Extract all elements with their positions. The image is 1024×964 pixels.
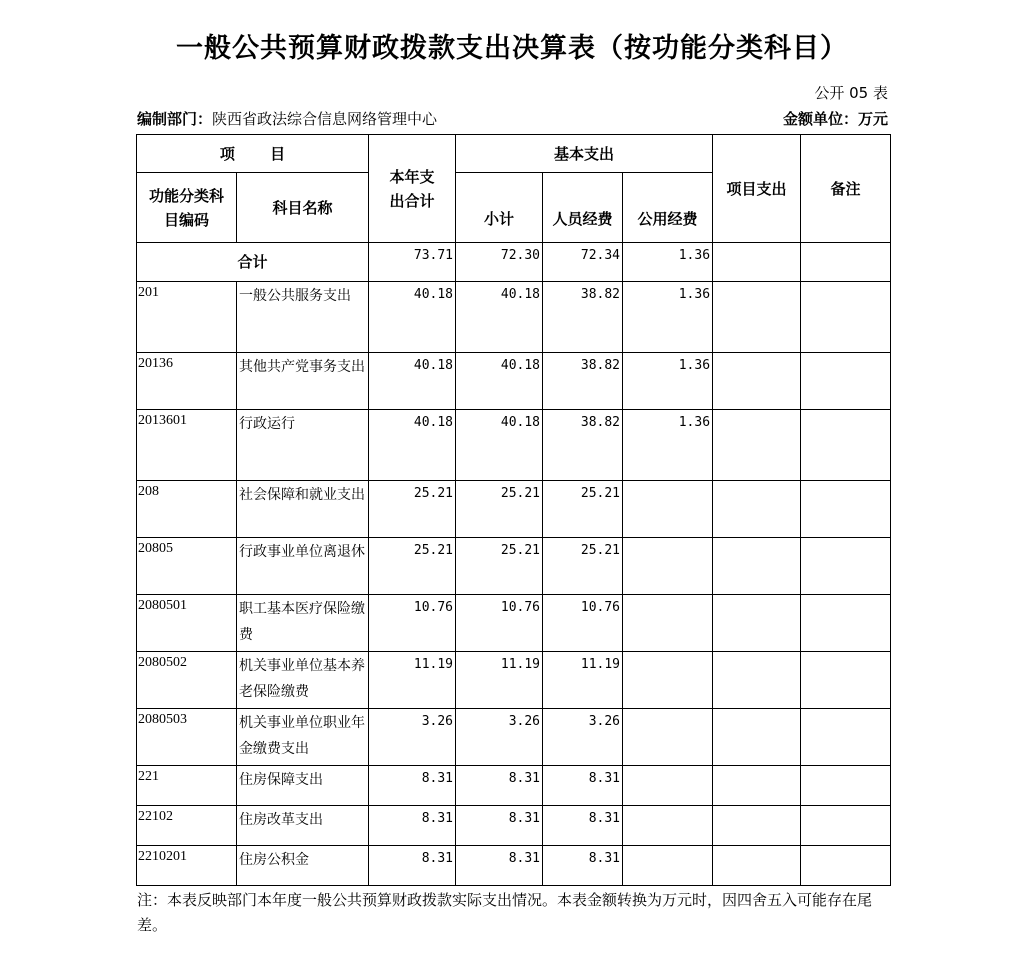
row-project xyxy=(713,595,801,652)
page-title: 一般公共预算财政拨款支出决算表（按功能分类科目） xyxy=(176,33,848,64)
row-personnel: 8.31 xyxy=(543,766,623,806)
row-remark xyxy=(801,538,891,595)
row-year-total: 10.76 xyxy=(369,595,456,652)
header-remark: 备注 xyxy=(801,135,891,243)
table-row xyxy=(137,846,891,886)
row-code: 22102 xyxy=(137,806,237,846)
row-subtotal: 8.31 xyxy=(456,806,543,846)
row-public xyxy=(623,481,713,538)
row-subtotal: 25.21 xyxy=(456,481,543,538)
header-item: 项 目 xyxy=(137,135,369,173)
row-name: 一般公共服务支出 xyxy=(237,282,369,353)
table-row xyxy=(137,538,891,595)
row-project xyxy=(713,709,801,766)
row-year-total: 40.18 xyxy=(369,410,456,481)
header-basic: 基本支出 xyxy=(456,135,713,173)
row-remark xyxy=(801,806,891,846)
row-public: 1.36 xyxy=(623,410,713,481)
row-project xyxy=(713,481,801,538)
row-public xyxy=(623,538,713,595)
row-subtotal: 25.21 xyxy=(456,538,543,595)
row-name: 职工基本医疗保险缴费 xyxy=(237,595,369,652)
table-row xyxy=(137,353,891,410)
row-code: 20136 xyxy=(137,353,237,410)
form-number: 公开 05 表 xyxy=(814,84,888,102)
row-personnel: 38.82 xyxy=(543,353,623,410)
row-year-total: 25.21 xyxy=(369,538,456,595)
row-code: 2080501 xyxy=(137,595,237,652)
row-public xyxy=(623,709,713,766)
row-project xyxy=(713,652,801,709)
row-code: 2013601 xyxy=(137,410,237,481)
row-public xyxy=(623,652,713,709)
row-personnel: 38.82 xyxy=(543,410,623,481)
row-name: 行政事业单位离退休 xyxy=(237,538,369,595)
row-year-total: 40.18 xyxy=(369,282,456,353)
table-row xyxy=(137,282,891,353)
row-year-total: 3.26 xyxy=(369,709,456,766)
row-project xyxy=(713,766,801,806)
row-public: 1.36 xyxy=(623,353,713,410)
row-subtotal: 40.18 xyxy=(456,282,543,353)
row-subtotal: 8.31 xyxy=(456,766,543,806)
row-name: 住房保障支出 xyxy=(237,766,369,806)
row-code: 2080502 xyxy=(137,652,237,709)
row-remark xyxy=(801,410,891,481)
total-personnel: 72.34 xyxy=(543,243,623,282)
row-name: 其他共产党事务支出 xyxy=(237,353,369,410)
row-name: 社会保障和就业支出 xyxy=(237,481,369,538)
row-personnel: 8.31 xyxy=(543,846,623,886)
header-name: 科目名称 xyxy=(237,173,369,243)
row-project xyxy=(713,410,801,481)
table-row xyxy=(137,806,891,846)
row-year-total: 8.31 xyxy=(369,846,456,886)
total-public: 1.36 xyxy=(623,243,713,282)
row-public xyxy=(623,806,713,846)
row-name: 行政运行 xyxy=(237,410,369,481)
row-public xyxy=(623,595,713,652)
header-public: 公用经费 xyxy=(623,173,713,243)
header-subtotal: 小计 xyxy=(456,173,543,243)
header-year-total: 本年支出合计 xyxy=(369,135,456,243)
row-year-total: 40.18 xyxy=(369,353,456,410)
header-personnel: 人员经费 xyxy=(543,173,623,243)
row-remark xyxy=(801,846,891,886)
row-code: 208 xyxy=(137,481,237,538)
total-remark xyxy=(801,243,891,282)
row-name: 住房公积金 xyxy=(237,846,369,886)
footnote: 注：本表反映部门本年度一般公共预算财政拨款实际支出情况。本表金额转换为万元时，因四舍五入可能存在尾差。 xyxy=(137,891,873,934)
row-name: 住房改革支出 xyxy=(237,806,369,846)
department-label: 编制部门： xyxy=(137,110,213,128)
row-remark xyxy=(801,709,891,766)
row-year-total: 8.31 xyxy=(369,766,456,806)
row-personnel: 25.21 xyxy=(543,538,623,595)
header-project: 项目支出 xyxy=(713,135,801,243)
row-subtotal: 8.31 xyxy=(456,846,543,886)
row-project xyxy=(713,806,801,846)
total-year-total: 73.71 xyxy=(369,243,456,282)
row-code: 201 xyxy=(137,282,237,353)
row-public: 1.36 xyxy=(623,282,713,353)
row-name: 机关事业单位职业年金缴费支出 xyxy=(237,709,369,766)
row-name: 机关事业单位基本养老保险缴费 xyxy=(237,652,369,709)
row-personnel: 25.21 xyxy=(543,481,623,538)
row-year-total: 8.31 xyxy=(369,806,456,846)
row-personnel: 3.26 xyxy=(543,709,623,766)
table-row xyxy=(137,709,891,766)
header-code: 功能分类科目编码 xyxy=(137,173,237,243)
total-project xyxy=(713,243,801,282)
row-subtotal: 11.19 xyxy=(456,652,543,709)
row-remark xyxy=(801,282,891,353)
row-code: 20805 xyxy=(137,538,237,595)
row-code: 2080503 xyxy=(137,709,237,766)
table-row xyxy=(137,652,891,709)
row-project xyxy=(713,353,801,410)
total-row xyxy=(137,243,891,282)
row-subtotal: 40.18 xyxy=(456,353,543,410)
row-personnel: 11.19 xyxy=(543,652,623,709)
table-row xyxy=(137,410,891,481)
department-name: 陕西省政法综合信息网络管理中心 xyxy=(212,110,438,128)
row-subtotal: 10.76 xyxy=(456,595,543,652)
table-row xyxy=(137,595,891,652)
row-personnel: 8.31 xyxy=(543,806,623,846)
row-remark xyxy=(801,353,891,410)
row-project xyxy=(713,538,801,595)
department-line xyxy=(137,108,437,129)
row-public xyxy=(623,766,713,806)
row-remark xyxy=(801,595,891,652)
row-remark xyxy=(801,766,891,806)
row-remark xyxy=(801,652,891,709)
row-subtotal: 40.18 xyxy=(456,410,543,481)
row-year-total: 25.21 xyxy=(369,481,456,538)
row-personnel: 38.82 xyxy=(543,282,623,353)
amount-unit: 金额单位：万元 xyxy=(782,110,888,128)
total-subtotal: 72.30 xyxy=(456,243,543,282)
row-code: 2210201 xyxy=(137,846,237,886)
table-row xyxy=(137,766,891,806)
table-row xyxy=(137,481,891,538)
total-label: 合计 xyxy=(137,243,369,282)
row-code: 221 xyxy=(137,766,237,806)
row-subtotal: 3.26 xyxy=(456,709,543,766)
row-project xyxy=(713,846,801,886)
row-public xyxy=(623,846,713,886)
row-personnel: 10.76 xyxy=(543,595,623,652)
row-year-total: 11.19 xyxy=(369,652,456,709)
row-remark xyxy=(801,481,891,538)
row-project xyxy=(713,282,801,353)
expenditure-table xyxy=(136,134,891,886)
